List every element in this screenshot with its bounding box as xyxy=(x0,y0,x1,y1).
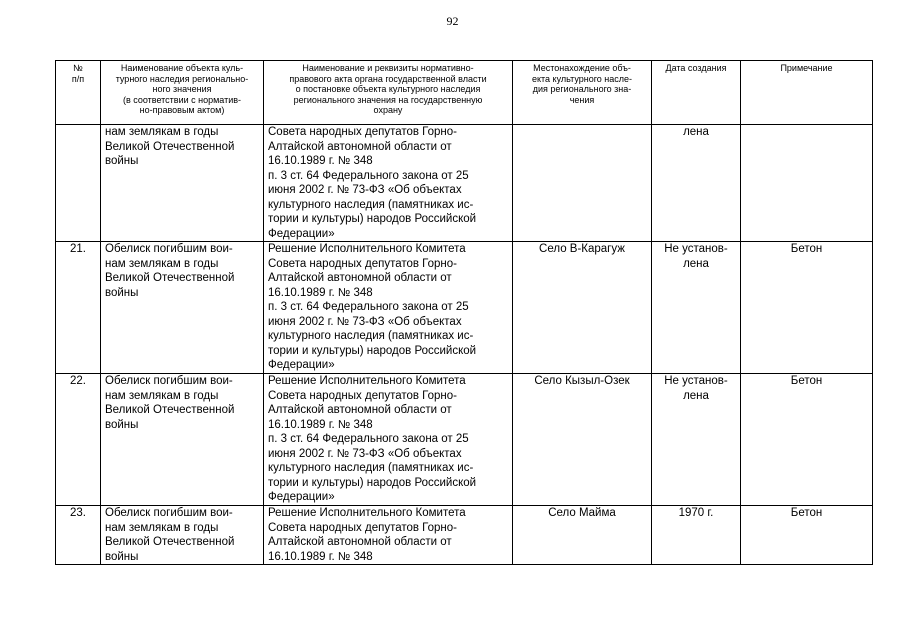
header-object-name: Наименование объекта куль- турного наследия регионально- ного значения (в соответствии с норматив- но-правовым актом) xyxy=(101,61,264,125)
row-object-name: Обелиск погибшим вои- нам землякам в годы Великой Отечественной войны xyxy=(101,374,264,506)
heritage-registry-table xyxy=(55,60,873,565)
row-legal-act: Совета народных депутатов Горно- Алтайской автономной области от 16.10.1989 г. № 348 п. 3 ст. 64 Федерального закона от 25 июня 2002 г. № 73-ФЗ «Об объектах культурного наследия (памятниках ис- тории и культуры) народов Российской Федерации» xyxy=(264,125,513,242)
header-creation-date: Дата создания xyxy=(652,61,741,125)
header-note: Примечание xyxy=(741,61,873,125)
row-legal-act: Решение Исполнительного Комитета Совета народных депутатов Горно- Алтайской автономной области от 16.10.1989 г. № 348 п. 3 ст. 64 Федерального закона от 25 июня 2002 г. № 73-ФЗ «Об объектах культурного наследия (памятниках ис- тории и культуры) народов Российской Федерации» xyxy=(264,242,513,374)
table-header-row xyxy=(56,61,873,125)
row-note: Бетон xyxy=(741,374,873,506)
row-object-name: нам землякам в годы Великой Отечественной войны xyxy=(101,125,264,242)
row-object-name: Обелиск погибшим вои- нам землякам в годы Великой Отечественной войны xyxy=(101,506,264,565)
row-creation-date: Не установ- лена xyxy=(652,242,741,374)
header-location: Местонахождение объ- екта культурного насле- дия регионального зна- чения xyxy=(513,61,652,125)
row-legal-act: Решение Исполнительного Комитета Совета народных депутатов Горно- Алтайской автономной области от 16.10.1989 г. № 348 xyxy=(264,506,513,565)
row-creation-date: Не установ- лена xyxy=(652,374,741,506)
row-note: Бетон xyxy=(741,506,873,565)
row-note: Бетон xyxy=(741,242,873,374)
page-number: 92 xyxy=(446,14,459,28)
header-num: № п/п xyxy=(56,61,101,125)
row-num xyxy=(56,125,101,242)
row-location: Село В-Карагуж xyxy=(513,242,652,374)
row-location: Село Майма xyxy=(513,506,652,565)
table-row xyxy=(56,374,873,506)
row-object-name: Обелиск погибшим вои- нам землякам в годы Великой Отечественной войны xyxy=(101,242,264,374)
row-legal-act: Решение Исполнительного Комитета Совета народных депутатов Горно- Алтайской автономной области от 16.10.1989 г. № 348 п. 3 ст. 64 Федерального закона от 25 июня 2002 г. № 73-ФЗ «Об объектах культурного наследия (памятниках ис- тории и культуры) народов Российской Федерации» xyxy=(264,374,513,506)
table-row xyxy=(56,242,873,374)
row-location xyxy=(513,125,652,242)
row-num: 22. xyxy=(56,374,101,506)
row-creation-date: лена xyxy=(652,125,741,242)
table-row xyxy=(56,506,873,565)
row-creation-date: 1970 г. xyxy=(652,506,741,565)
row-num: 23. xyxy=(56,506,101,565)
row-note xyxy=(741,125,873,242)
row-location: Село Кызыл-Озек xyxy=(513,374,652,506)
table-row xyxy=(56,125,873,242)
header-legal-act: Наименование и реквизиты нормативно- правового акта органа государственной власти о постановке объекта культурного наследия регионального значения на государственную охрану xyxy=(264,61,513,125)
row-num: 21. xyxy=(56,242,101,374)
